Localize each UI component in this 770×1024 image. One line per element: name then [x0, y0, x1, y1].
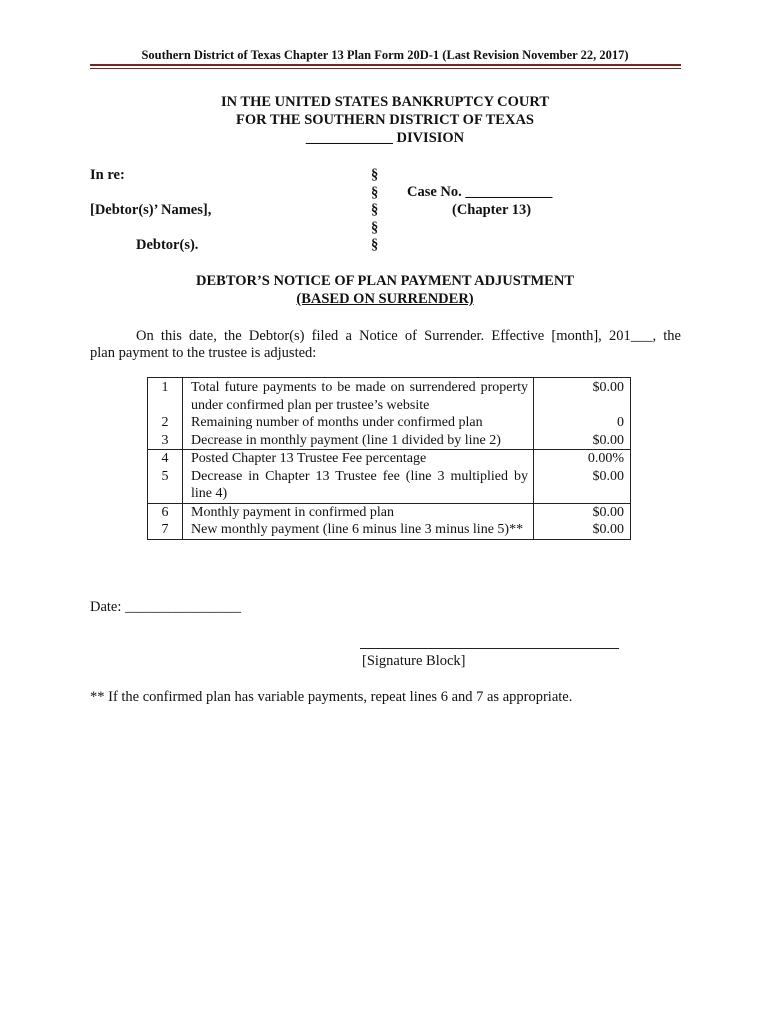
table-row [148, 378, 631, 415]
body-paragraph-line2: plan payment to the trustee is adjusted: [90, 345, 317, 361]
line-description: Total future payments to be made on surrendered property under confirmed plan per trustee’s website [183, 378, 534, 415]
line-amount: $0.00 [534, 503, 631, 521]
court-name-line2: FOR THE SOUTHERN DISTRICT OF TEXAS [235, 112, 534, 128]
line-description: Decrease in monthly payment (line 1 divided by line 2) [183, 432, 534, 450]
section-symbol: § [371, 237, 379, 253]
table-row [148, 450, 631, 468]
line-amount: $0.00 [534, 468, 631, 504]
line-description: Remaining number of months under confirmed plan [183, 414, 534, 432]
debtor-names: [Debtor(s)’ Names], [90, 202, 212, 218]
line-amount: $0.00 [534, 521, 631, 539]
table-row [148, 503, 631, 521]
line-amount: $0.00 [534, 432, 631, 450]
section-symbol: § [371, 220, 379, 236]
table-row [148, 414, 631, 432]
adjustment-table [147, 377, 631, 540]
table-row [148, 468, 631, 504]
chapter-label: (Chapter 13) [452, 202, 532, 218]
table-row [148, 521, 631, 539]
line-amount: $0.00 [534, 378, 631, 415]
in-re-label: In re: [90, 167, 125, 183]
date-line: Date: ________________ [90, 599, 242, 615]
signature-block: [Signature Block] [362, 653, 466, 669]
header-rule-thin [90, 68, 681, 69]
line-number: 2 [148, 414, 183, 432]
signature-line [360, 648, 619, 649]
table-row [148, 432, 631, 450]
notice-title: DEBTOR’S NOTICE OF PLAN PAYMENT ADJUSTMENT [196, 273, 574, 289]
line-number: 3 [148, 432, 183, 450]
body-paragraph-line1: On this date, the Debtor(s) filed a Notice of Surrender. Effective [month], 201___, the [136, 328, 681, 344]
section-symbol: § [371, 185, 379, 201]
debtors-label: Debtor(s). [136, 237, 199, 253]
form-header: Southern District of Texas Chapter 13 Plan Form 20D-1 (Last Revision November 22, 2017) [141, 48, 629, 62]
case-number: Case No. ____________ [407, 184, 553, 200]
header-rule [90, 64, 681, 66]
line-number: 6 [148, 503, 183, 521]
division-line: ____________ DIVISION [305, 130, 465, 146]
notice-subtitle: (BASED ON SURRENDER) [296, 291, 474, 307]
line-amount: 0.00% [534, 450, 631, 468]
line-number: 4 [148, 450, 183, 468]
section-symbol: § [371, 167, 379, 183]
line-description: Decrease in Chapter 13 Trustee fee (line 3 multiplied by line 4) [183, 468, 534, 504]
line-amount: 0 [534, 414, 631, 432]
line-description: Monthly payment in confirmed plan [183, 503, 534, 521]
footnote: ** If the confirmed plan has variable payments, repeat lines 6 and 7 as appropriate. [90, 689, 573, 705]
court-name-line1: IN THE UNITED STATES BANKRUPTCY COURT [220, 94, 550, 110]
line-number: 1 [148, 378, 183, 415]
line-description: Posted Chapter 13 Trustee Fee percentage [183, 450, 534, 468]
line-number: 7 [148, 521, 183, 539]
line-number: 5 [148, 468, 183, 504]
line-description: New monthly payment (line 6 minus line 3 minus line 5)** [183, 521, 534, 539]
section-symbol: § [371, 202, 379, 218]
